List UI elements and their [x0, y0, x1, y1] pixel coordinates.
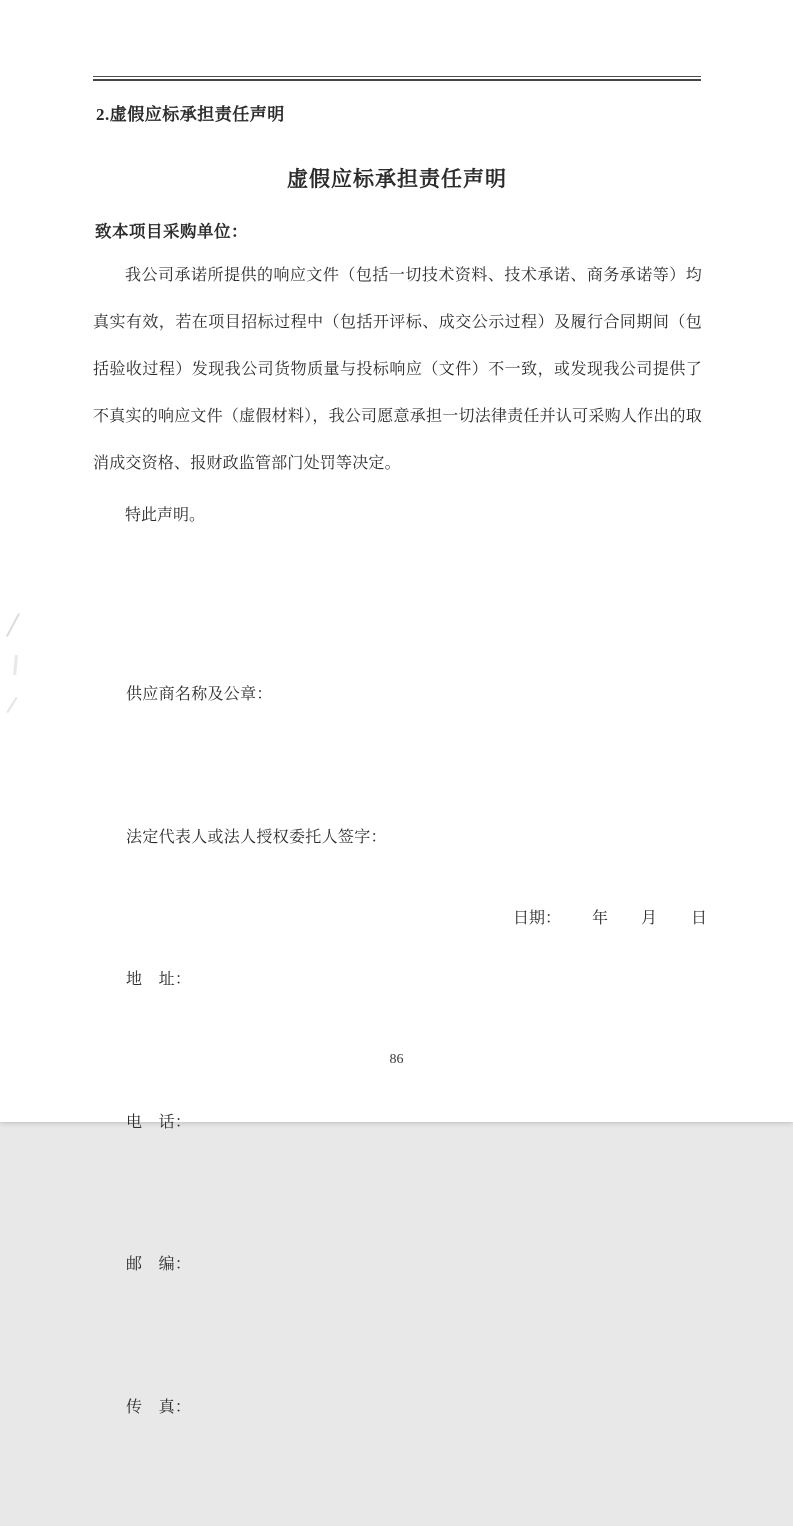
declaration-paragraph: 我公司承诺所提供的响应文件（包括一切技术资料、技术承诺、商务承诺等）均真实有效，若在项目招标过程中（包括开评标、成交公示过程）及履行合同期间（包括验收过程）发现我公司货物质量与投标响应（文件）不一致，或发现我公司提供了不真实的响应文件（虚假材料），我公司愿意承担一切法律责任并认可采购人作出的取消成交资格、报财政监管部门处罚等决定。 [93, 267, 702, 472]
date-day-unit: 日 [691, 910, 708, 927]
date-label: 日期： [513, 910, 562, 927]
closing-statement: 特此声明。 [125, 507, 206, 524]
fax-label: 传 真： [126, 1398, 192, 1416]
date-line [513, 905, 707, 928]
scan-smudge [6, 613, 20, 637]
supplier-name-seal-label: 供应商名称及公章： [126, 686, 273, 703]
section-heading: 2.虚假应标承担责任声明 [96, 105, 285, 124]
header-double-rule [93, 76, 701, 81]
postal-code-label: 邮 编： [126, 1256, 192, 1273]
phone-label: 电 话： [126, 1113, 192, 1131]
date-year-unit: 年 [592, 910, 609, 927]
salutation-line: 致本项目采购单位： [95, 222, 248, 241]
legal-representative-signature-label: 法定代表人或法人授权委托人签字： [126, 828, 387, 846]
signature-block [126, 576, 387, 1526]
address-label: 地 址： [126, 971, 192, 988]
scan-smudge [13, 655, 18, 675]
page-number: 86 [389, 1052, 404, 1067]
date-month-unit: 月 [641, 910, 658, 927]
scan-smudge [6, 697, 17, 713]
document-title: 虚假应标承担责任声明 [287, 167, 507, 192]
